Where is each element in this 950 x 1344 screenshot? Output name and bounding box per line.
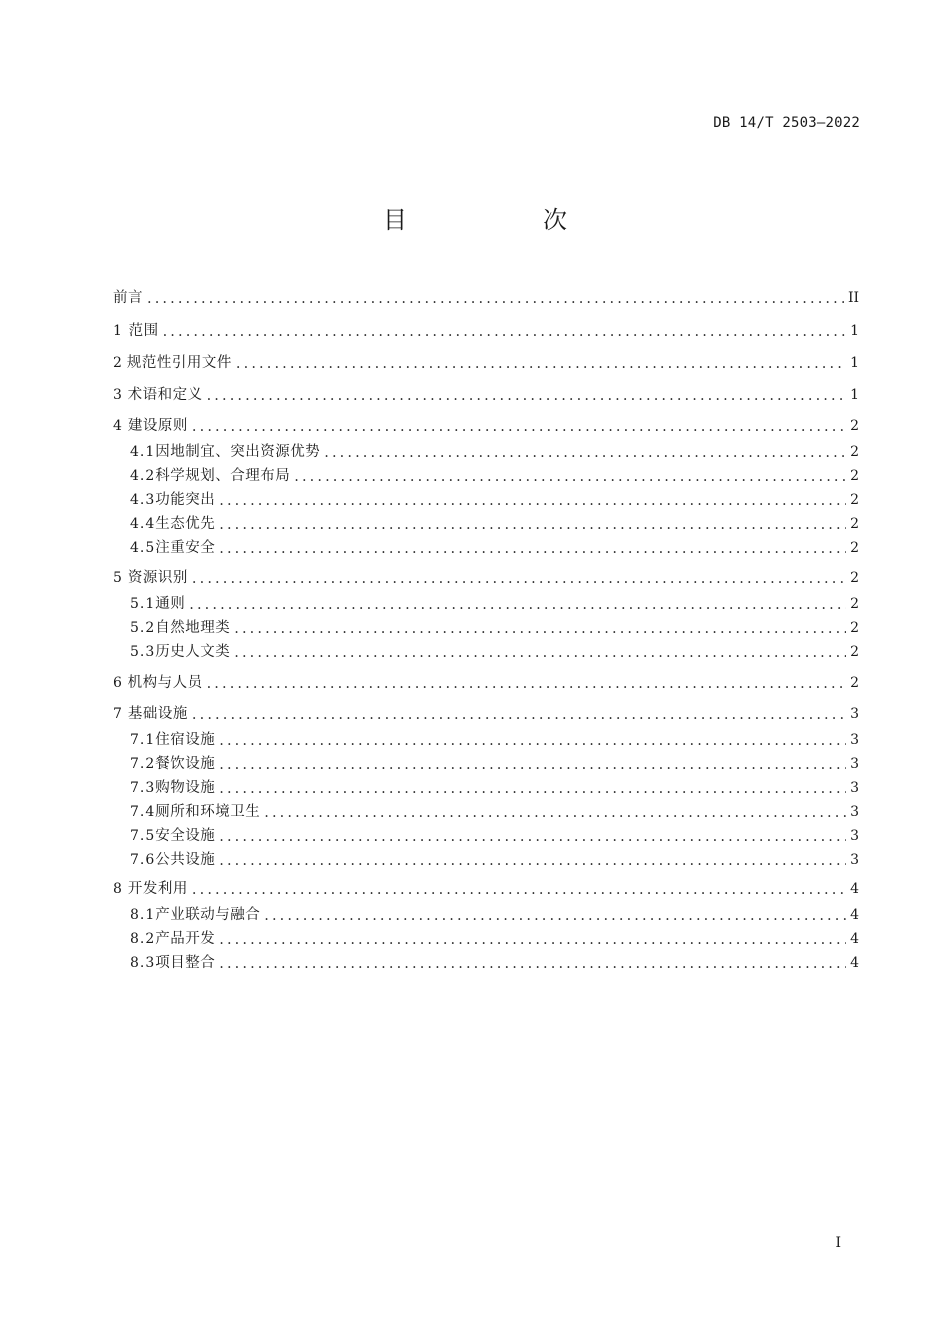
toc-entry-number: 8.1 <box>130 907 156 923</box>
toc-entry[interactable] <box>113 567 859 589</box>
toc-entry-number: 5.1 <box>130 596 156 612</box>
toc-entry-page: 2 <box>850 644 859 660</box>
toc-entry-page: II <box>847 290 859 306</box>
toc-entry-title: 建设原则 <box>127 418 188 434</box>
toc-entry-title: 功能突出 <box>155 492 216 508</box>
toc-entry-page: 3 <box>850 780 859 796</box>
toc-entry-title: 资源识别 <box>127 570 188 586</box>
toc-entry-number: 7.3 <box>130 780 156 796</box>
toc-entry-title: 规范性引用文件 <box>126 355 232 371</box>
toc-entry[interactable] <box>130 729 859 751</box>
toc-leader-dots <box>189 594 846 616</box>
toc-entry-title: 住宿设施 <box>155 732 216 748</box>
toc-entry[interactable] <box>113 878 859 900</box>
toc-entry-number: 7 <box>113 706 122 722</box>
toc-entry-page: 2 <box>850 418 859 434</box>
toc-entry-number: 7.6 <box>130 852 156 868</box>
toc-leader-dots <box>192 704 846 726</box>
page-title: 目 次 <box>383 206 623 234</box>
toc-leader-dots <box>207 673 847 695</box>
toc-leader-dots <box>236 353 846 375</box>
toc-entry-number: 5 <box>113 570 122 586</box>
toc-entry-title: 范围 <box>128 323 159 339</box>
toc-leader-dots <box>219 929 846 951</box>
toc-entry-number: 6 <box>113 675 122 691</box>
toc-entry-page: 3 <box>850 804 859 820</box>
toc-entry-title: 产业联动与融合 <box>155 907 261 923</box>
toc-leader-dots <box>219 778 846 800</box>
toc-entry[interactable] <box>113 287 859 309</box>
toc-entry-title: 公共设施 <box>155 852 216 868</box>
toc-entry-title: 生态优先 <box>155 516 216 532</box>
toc-entry-number: 7.4 <box>130 804 156 820</box>
toc-leader-dots <box>219 953 846 975</box>
toc-leader-dots <box>219 850 846 872</box>
toc-entry-number: 3 <box>113 387 122 403</box>
toc-entry-page: 1 <box>850 387 859 403</box>
toc-entry-page: 1 <box>850 355 859 371</box>
toc-entry-page: 2 <box>850 570 859 586</box>
toc-entry[interactable] <box>130 641 859 663</box>
toc-leader-dots <box>294 466 846 488</box>
toc-entry-title: 安全设施 <box>155 828 216 844</box>
toc-leader-dots <box>163 321 847 343</box>
toc-leader-dots <box>219 514 846 536</box>
toc-entry-page: 3 <box>850 706 859 722</box>
toc-entry-number: 4.5 <box>130 540 156 556</box>
toc-entry[interactable] <box>130 849 859 871</box>
toc-entry-page: 1 <box>850 323 859 339</box>
toc-entry-page: 4 <box>850 907 859 923</box>
toc-entry-page: 3 <box>850 732 859 748</box>
toc-entry-title: 餐饮设施 <box>155 756 216 772</box>
toc-leader-dots <box>234 642 846 664</box>
toc-leader-dots <box>234 618 846 640</box>
toc-leader-dots <box>219 730 846 752</box>
toc-leader-dots <box>192 879 846 901</box>
toc-entry-page: 3 <box>850 828 859 844</box>
toc-leader-dots <box>219 826 846 848</box>
toc-entry-number: 4.2 <box>130 468 156 484</box>
toc-entry-title: 科学规划、合理布局 <box>155 468 291 484</box>
toc-entry-page: 4 <box>850 931 859 947</box>
toc-leader-dots <box>324 442 846 464</box>
toc-entry[interactable] <box>130 825 859 847</box>
toc-entry-title: 注重安全 <box>155 540 216 556</box>
toc-entry-number: 2 <box>113 355 122 371</box>
toc-entry-page: 2 <box>850 516 859 532</box>
toc-entry-page: 3 <box>850 756 859 772</box>
toc-entry-title: 购物设施 <box>155 780 216 796</box>
toc-entry[interactable] <box>130 801 859 823</box>
toc-entry-title: 通则 <box>155 596 186 612</box>
toc-entry-page: 2 <box>850 620 859 636</box>
toc-entry[interactable] <box>113 415 859 437</box>
toc-entry[interactable] <box>130 617 859 639</box>
toc-leader-dots <box>219 490 846 512</box>
toc-entry-title: 自然地理类 <box>155 620 231 636</box>
toc-entry-title: 基础设施 <box>127 706 188 722</box>
toc-entry-number: 4.4 <box>130 516 156 532</box>
toc-entry[interactable] <box>113 320 859 342</box>
toc-leader-dots <box>192 568 846 590</box>
toc-entry-page: 2 <box>850 596 859 612</box>
toc-leader-dots <box>219 754 846 776</box>
toc-entry-page: 2 <box>850 468 859 484</box>
toc-leader-dots <box>264 905 846 927</box>
toc-entry[interactable] <box>130 537 859 559</box>
toc-entry-number: 5.2 <box>130 620 156 636</box>
toc-entry[interactable] <box>113 672 859 694</box>
toc-entry-title: 厕所和环境卫生 <box>155 804 261 820</box>
toc-entry[interactable] <box>130 441 859 463</box>
toc-entry-page: 4 <box>850 881 859 897</box>
toc-entry-title: 术语和定义 <box>127 387 203 403</box>
toc-entry[interactable] <box>130 777 859 799</box>
toc-entry-page: 2 <box>850 444 859 460</box>
toc-entry-page: 2 <box>850 492 859 508</box>
toc-entry[interactable] <box>113 352 859 374</box>
toc-entry-number: 8.2 <box>130 931 156 947</box>
toc-entry-number: 4 <box>113 418 122 434</box>
toc-leader-dots <box>219 538 846 560</box>
footer-page-number: I <box>835 1235 841 1251</box>
toc-entry[interactable] <box>130 904 859 926</box>
toc-entry-page: 4 <box>850 955 859 971</box>
toc-entry[interactable] <box>130 753 859 775</box>
toc-leader-dots <box>192 416 846 438</box>
toc-entry[interactable] <box>113 384 859 406</box>
toc-entry-number: 8.3 <box>130 955 156 971</box>
toc-entry-number: 8 <box>113 881 122 897</box>
toc-entry[interactable] <box>130 593 859 615</box>
toc-entry-number: 7.5 <box>130 828 156 844</box>
toc-entry[interactable] <box>130 513 859 535</box>
toc-leader-dots <box>264 802 846 824</box>
toc-entry[interactable] <box>130 952 859 974</box>
document-code: DB 14/T 2503—2022 <box>713 115 860 131</box>
toc-entry-title: 因地制宜、突出资源优势 <box>155 444 321 460</box>
toc-leader-dots <box>147 288 844 310</box>
toc-entry-title: 开发利用 <box>127 881 188 897</box>
toc-entry-title: 产品开发 <box>155 931 216 947</box>
toc-entry-number: 4.3 <box>130 492 156 508</box>
toc-entry-number: 4.1 <box>130 444 156 460</box>
toc-entry[interactable] <box>130 465 859 487</box>
toc-entry[interactable] <box>130 928 859 950</box>
toc-entry-page: 2 <box>850 675 859 691</box>
toc-entry-title: 历史人文类 <box>155 644 231 660</box>
toc-entry-number: 1 <box>113 323 122 339</box>
toc-entry-page: 2 <box>850 540 859 556</box>
toc-entry-number: 7.2 <box>130 756 156 772</box>
toc-entry-title: 机构与人员 <box>127 675 203 691</box>
toc-leader-dots <box>207 385 847 407</box>
toc-entry-number: 7.1 <box>130 732 156 748</box>
toc-entry[interactable] <box>113 703 859 725</box>
toc-entry[interactable] <box>130 489 859 511</box>
toc-entry-number: 5.3 <box>130 644 156 660</box>
toc-entry-title: 前言 <box>113 290 143 306</box>
toc-entry-page: 3 <box>850 852 859 868</box>
toc-entry-title: 项目整合 <box>155 955 216 971</box>
